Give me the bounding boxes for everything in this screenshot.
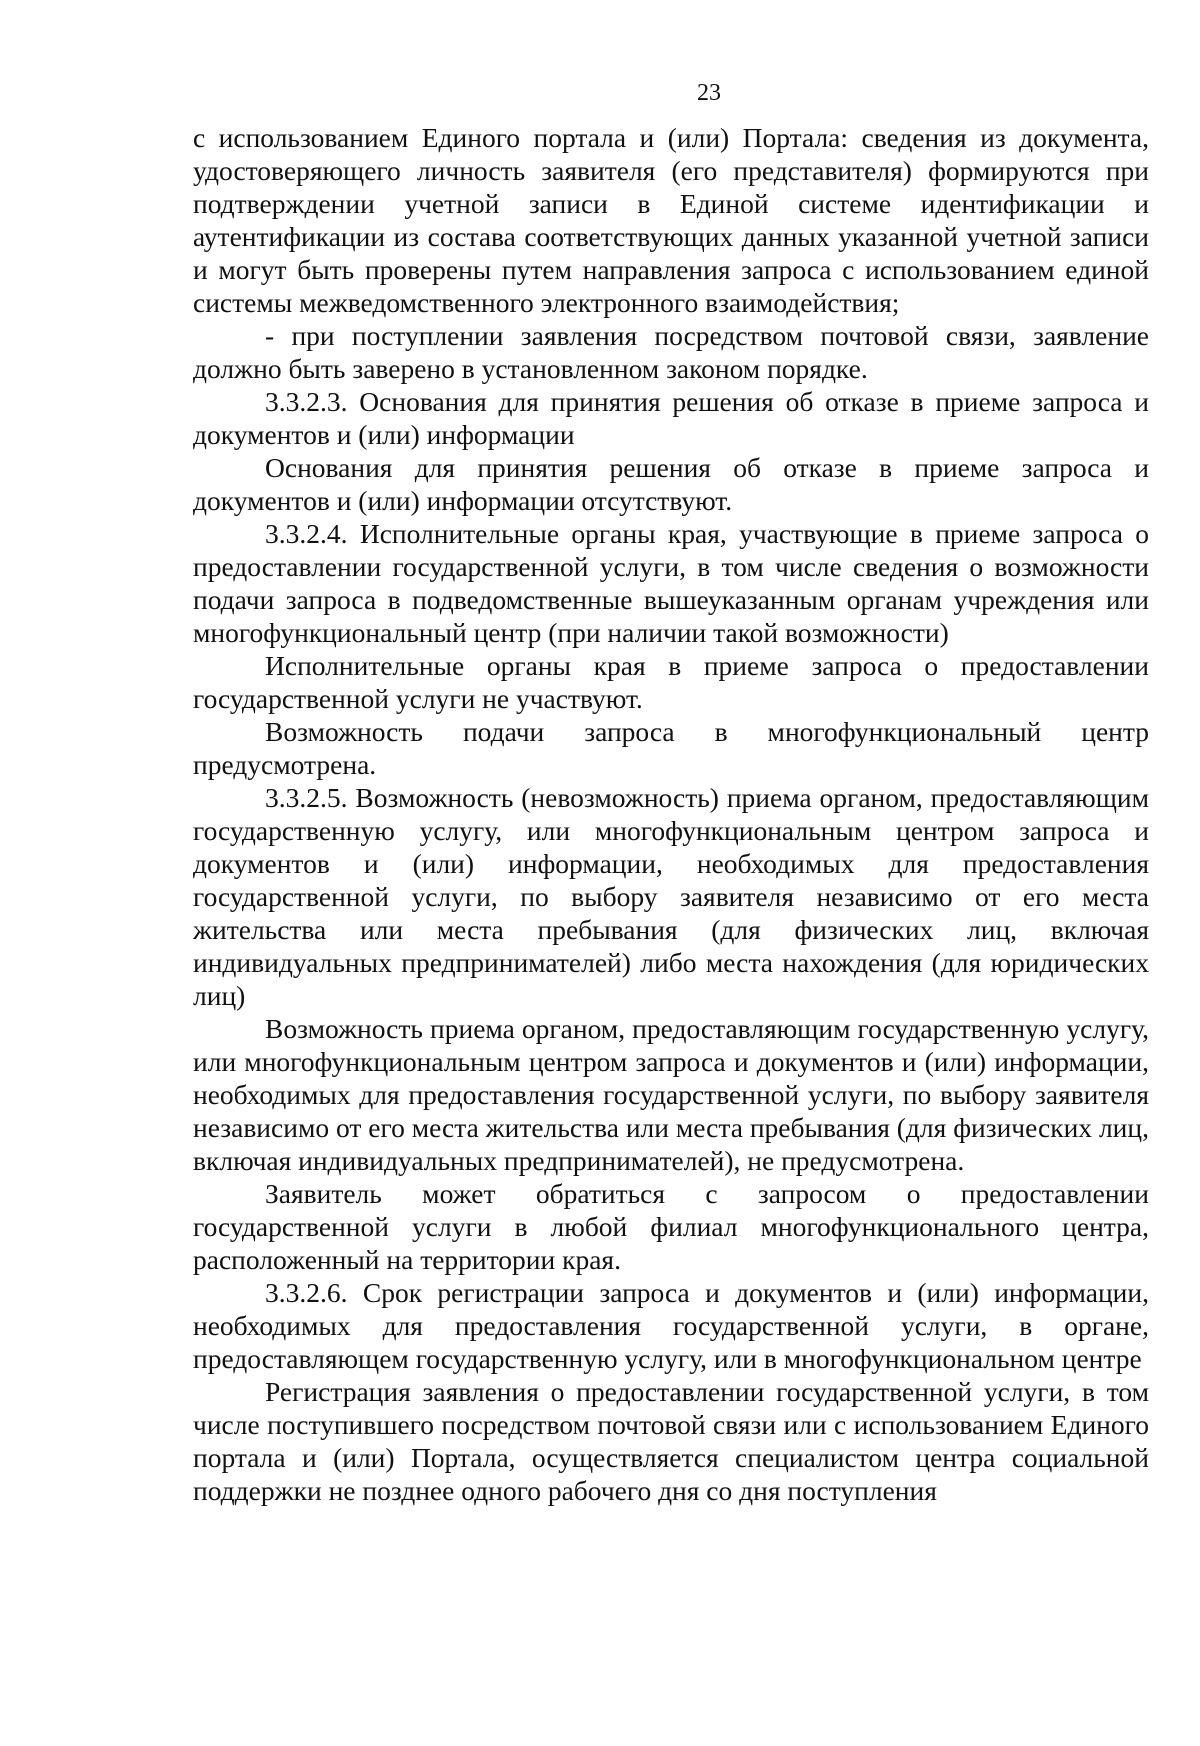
section-heading-3-3-2-5: 3.3.2.5. Возможность (невозможность) приема органом, предоставляющим государственную услугу, или многофункциональным центром запроса и документов и (или) информации, необходимых для предоставления государственной услуги, по выбору заявителя независимо от его места жительства или места пребывания (для физических лиц, включая индивидуальных предпринимателей) либо места нахождения (для юридических лиц)	[193, 782, 1149, 1011]
paragraph-registration: Регистрация заявления о предоставлении государственной услуги, в том числе поступившего посредством почтовой связи или с использованием Единого портала и (или) Портала, осуществляется специалистом центра социальной поддержки не позднее одного рабочего дня со дня поступления	[193, 1376, 1149, 1506]
paragraph-mfc-possibility: Возможность подачи запроса в многофункциональный центр предусмотрена.	[193, 716, 1149, 780]
paragraph-extraterritorial: Возможность приема органом, предоставляющим государственную услугу, или многофункциональным центром запроса и документов и (или) информации, необходимых для предоставления государственной услуги, по выбору заявителя независимо от его места жительства или места пребывания (для физических лиц, включая индивидуальных предпринимателей), не предусмотрена.	[193, 1013, 1149, 1176]
paragraph-postal-submission: - при поступлении заявления посредством почтовой связи, заявление должно быть заверено в установленном законом порядке.	[193, 320, 1149, 384]
document-body	[193, 121, 1149, 1507]
page-number: 23	[697, 80, 721, 106]
paragraph-continuation: с использованием Единого портала и (или) Портала: сведения из документа, удостоверяющего личность заявителя (его представителя) формируются при подтверждении учетной записи в Единой системе идентификации и аутентификации из состава соответствующих данных указанной учетной записи и могут быть проверены путем направления запроса с использованием единой системы межведомственного электронного взаимодействия;	[193, 122, 1149, 318]
section-heading-3-3-2-4: 3.3.2.4. Исполнительные органы края, участвующие в приеме запроса о предоставлении государственной услуги, в том числе сведения о возможности подачи запроса в подведомственные вышеуказанным органам учреждения или многофункциональный центр (при наличии такой возможности)	[193, 518, 1149, 648]
section-heading-3-3-2-6: 3.3.2.6. Срок регистрации запроса и документов и (или) информации, необходимых для предоставления государственной услуги, в органе, предоставляющем государственную услугу, или в многофункциональном центре	[193, 1277, 1149, 1374]
paragraph-any-branch: Заявитель может обратиться с запросом о предоставлении государственной услуги в любой филиал многофункционального центра, расположенный на территории края.	[193, 1178, 1149, 1275]
paragraph-refusal-grounds: Основания для принятия решения об отказе в приеме запроса и документов и (или) информации отсутствуют.	[193, 452, 1149, 516]
section-heading-3-3-2-3: 3.3.2.3. Основания для принятия решения об отказе в приеме запроса и документов и (или) информации	[193, 386, 1149, 450]
paragraph-executive-bodies: Исполнительные органы края в приеме запроса о предоставлении государственной услуги не участвуют.	[193, 650, 1149, 714]
